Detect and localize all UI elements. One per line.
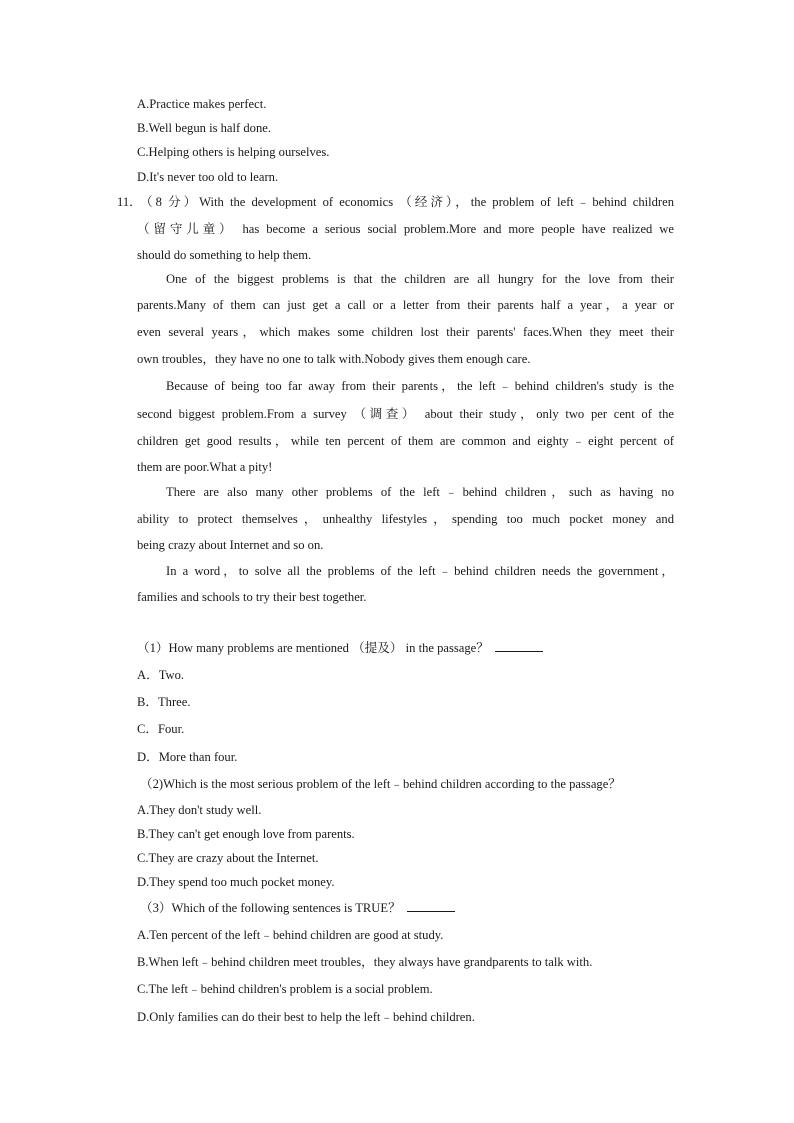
stem-text: （3）Which of the following sentences is TRUE？ xyxy=(140,901,401,915)
subquestion-2-option: D.They spend too much pocket money. xyxy=(137,875,335,889)
passage-line: own troubles，they have no one to talk with.Nobody gives them enough care. xyxy=(137,352,531,366)
option-a: A.Practice makes perfect. xyxy=(137,97,267,111)
subquestion-3-stem xyxy=(140,900,455,916)
option-c: C.Helping others is helping ourselves. xyxy=(137,145,330,159)
answer-blank[interactable] xyxy=(495,640,543,652)
question-intro-line: （8 分）With the development of economics （经济），the problem of left﹣behind children xyxy=(140,195,674,209)
question-intro-line: should do something to help them. xyxy=(137,248,312,262)
subquestion-2-option: B.They can't get enough love from parents. xyxy=(137,827,355,841)
subquestion-3-option: B.When left﹣behind children meet troubles，they always have grandparents to talk with. xyxy=(137,955,593,969)
passage-line: children get good results，while ten percent of them are common and eighty﹣eight percent of xyxy=(137,434,674,448)
passage-line: ability to protect themselves，unhealthy lifestyles，spending too much pocket money and xyxy=(137,512,674,526)
option-b: B.Well begun is half done. xyxy=(137,121,271,135)
passage-line: parents.Many of them can just get a call or a letter from their parents half a year，a year or xyxy=(137,298,674,312)
subquestion-1-option: A．Two. xyxy=(137,668,185,682)
subquestion-1-option: B．Three. xyxy=(137,695,191,709)
passage-line: being crazy about Internet and so on. xyxy=(137,538,324,552)
passage-line: them are poor.What a pity! xyxy=(137,460,273,474)
option-d: D.It's never too old to learn. xyxy=(137,170,279,184)
subquestion-2-option: A.They don't study well. xyxy=(137,803,262,817)
passage-line: second biggest problem.From a survey （调查） about their study，only two per cent of the xyxy=(137,407,674,421)
question-number: 11． xyxy=(117,195,142,209)
passage-line: families and schools to try their best together. xyxy=(137,590,367,604)
passage-line: Because of being too far away from their parents，the left﹣behind children's study is the xyxy=(166,379,674,393)
passage-line: One of the biggest problems is that the children are all hungry for the love from their xyxy=(166,272,674,286)
subquestion-3-option: C.The left﹣behind children's problem is a social problem. xyxy=(137,982,433,996)
subquestion-3-option: A.Ten percent of the left﹣behind children are good at study. xyxy=(137,928,444,942)
answer-blank[interactable] xyxy=(407,900,455,912)
passage-line: In a word，to solve all the problems of the left﹣behind children needs the government， xyxy=(166,564,674,578)
subquestion-2-stem: （2)Which is the most serious problem of the left﹣behind children according to the passage？ xyxy=(140,777,621,791)
subquestion-1-option: C．Four. xyxy=(137,722,185,736)
subquestion-1-option: D．More than four. xyxy=(137,750,238,764)
passage-line: There are also many other problems of the left﹣behind children，such as having no xyxy=(166,485,674,499)
passage-line: even several years，which makes some children lost their parents' faces.When they meet their xyxy=(137,325,674,339)
question-intro-line: （留守儿童） has become a serious social problem.More and more people have realized we xyxy=(137,222,674,236)
subquestion-2-option: C.They are crazy about the Internet. xyxy=(137,851,319,865)
subquestion-1-stem xyxy=(137,640,543,656)
subquestion-3-option: D.Only families can do their best to help the left﹣behind children. xyxy=(137,1010,475,1024)
stem-text: （1）How many problems are mentioned （提及） in the passage？ xyxy=(137,641,489,655)
